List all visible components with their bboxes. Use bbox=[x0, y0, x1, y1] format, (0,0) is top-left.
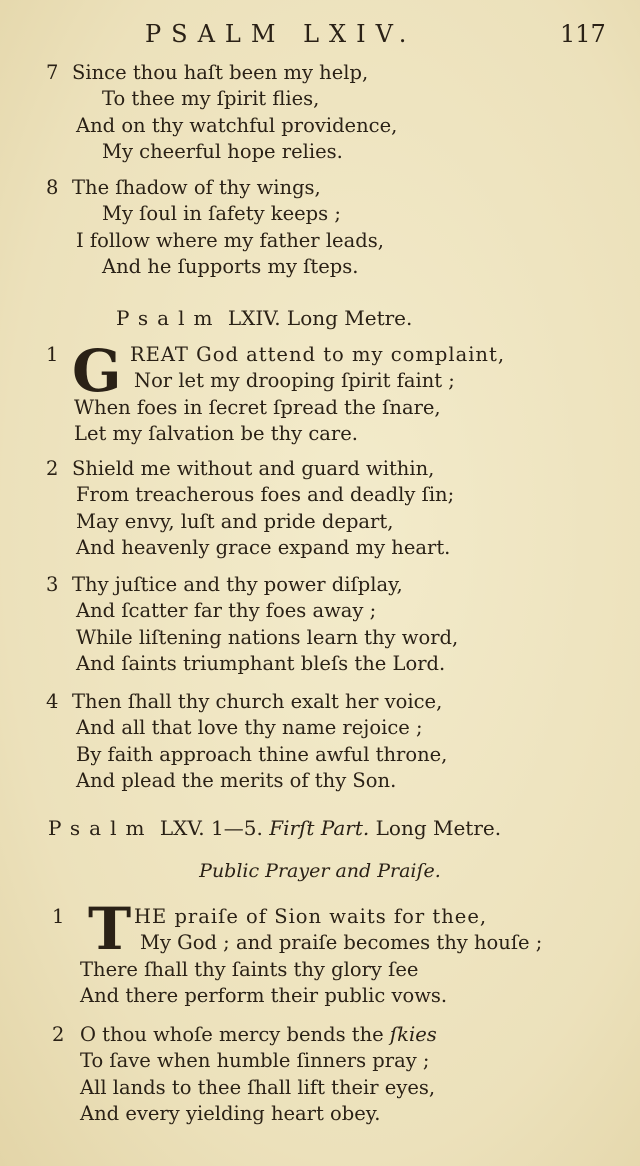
running-title: PSALM LXIV. bbox=[145, 20, 417, 48]
verse-line: Thy juſtice and thy power diſplay, bbox=[72, 573, 403, 596]
verse-line: Let my ſalvation be thy care. bbox=[74, 422, 358, 445]
verse-line bbox=[80, 1022, 437, 1048]
psalm-65-subtitle: Public Prayer and Praiſe. bbox=[199, 860, 441, 882]
verse-number: 2 bbox=[52, 1023, 65, 1046]
verse-line: And heavenly grace expand my heart. bbox=[76, 536, 451, 559]
psalm-word: Psalm bbox=[48, 816, 154, 840]
verse-line-part: O thou whoſe mercy bends the bbox=[80, 1023, 390, 1046]
psalm-word: Psalm bbox=[116, 306, 222, 330]
verse-line: And on thy watchful providence, bbox=[76, 114, 398, 137]
verse-number: 1 bbox=[46, 343, 59, 366]
verse-number: 4 bbox=[46, 690, 59, 713]
verse-line: HE praiſe of Sion waits for thee, bbox=[134, 905, 488, 928]
verse-line: I follow where my father leads, bbox=[76, 229, 384, 252]
running-header bbox=[0, 20, 640, 52]
psalm-65-heading bbox=[48, 814, 501, 842]
verse-line: And he ſupports my ſteps. bbox=[102, 255, 359, 278]
verse-line: And ſcatter far thy foes away ; bbox=[76, 599, 377, 622]
verse-line: From treacherous foes and deadly ſin; bbox=[76, 483, 455, 506]
verse-line: Then ſhall thy church exalt her voice, bbox=[72, 690, 443, 713]
verse-line-italic: ſkies bbox=[389, 1023, 437, 1046]
psalm-64-heading bbox=[116, 304, 412, 332]
verse-line: My God ; and praiſe becomes thy houſe ; bbox=[140, 931, 543, 954]
verse-line: My ſoul in ſafety keeps ; bbox=[102, 202, 341, 225]
verse-line: May envy, luſt and pride depart, bbox=[76, 510, 394, 533]
page-number: 117 bbox=[560, 20, 606, 48]
drop-cap: T bbox=[88, 895, 132, 963]
verse-line: And plead the merits of thy Son. bbox=[76, 769, 397, 792]
verse-line: And every yielding heart obey. bbox=[80, 1102, 381, 1125]
psalm-part: Firſt Part. bbox=[269, 816, 370, 840]
verse-line: To ſave when humble ſinners pray ; bbox=[80, 1049, 430, 1072]
drop-cap: G bbox=[72, 337, 122, 405]
psalm-metre: Long Metre. bbox=[375, 816, 502, 840]
verse-line: Shield me without and guard within, bbox=[72, 457, 435, 480]
verse-line: And there perform their public vows. bbox=[80, 984, 448, 1007]
verse-number: 1 bbox=[52, 905, 65, 928]
verse-line: There ſhall thy ſaints thy glory ſee bbox=[80, 958, 419, 981]
verse-line: My cheerful hope relies. bbox=[102, 140, 343, 163]
verse-number: 2 bbox=[46, 457, 59, 480]
verse-line: Nor let my drooping ſpirit faint ; bbox=[134, 369, 455, 392]
verse-line: Since thou haſt been my help, bbox=[72, 61, 369, 84]
verse-line: The ſhadow of thy wings, bbox=[72, 176, 321, 199]
psalm-heading-rest: LXIV. Long Metre. bbox=[227, 306, 413, 330]
verse-line: By faith approach thine awful throne, bbox=[76, 743, 448, 766]
verse-number: 7 bbox=[46, 61, 59, 84]
verse-line: To thee my ſpirit flies, bbox=[102, 87, 320, 110]
verse-line: While liſtening nations learn thy word, bbox=[76, 626, 459, 649]
verse-line: And ſaints triumphant bleſs the Lord. bbox=[76, 652, 446, 675]
verse-number: 8 bbox=[46, 176, 59, 199]
verse-number: 3 bbox=[46, 573, 59, 596]
verse-line: All lands to thee ſhall lift their eyes, bbox=[80, 1076, 436, 1099]
verse-line: And all that love thy name rejoice ; bbox=[76, 716, 423, 739]
psalm-number: LXV. 1—5. bbox=[159, 816, 263, 840]
verse-line: When foes in ſecret ſpread the ſnare, bbox=[74, 396, 441, 419]
verse-line: REAT God attend to my complaint, bbox=[130, 343, 506, 366]
